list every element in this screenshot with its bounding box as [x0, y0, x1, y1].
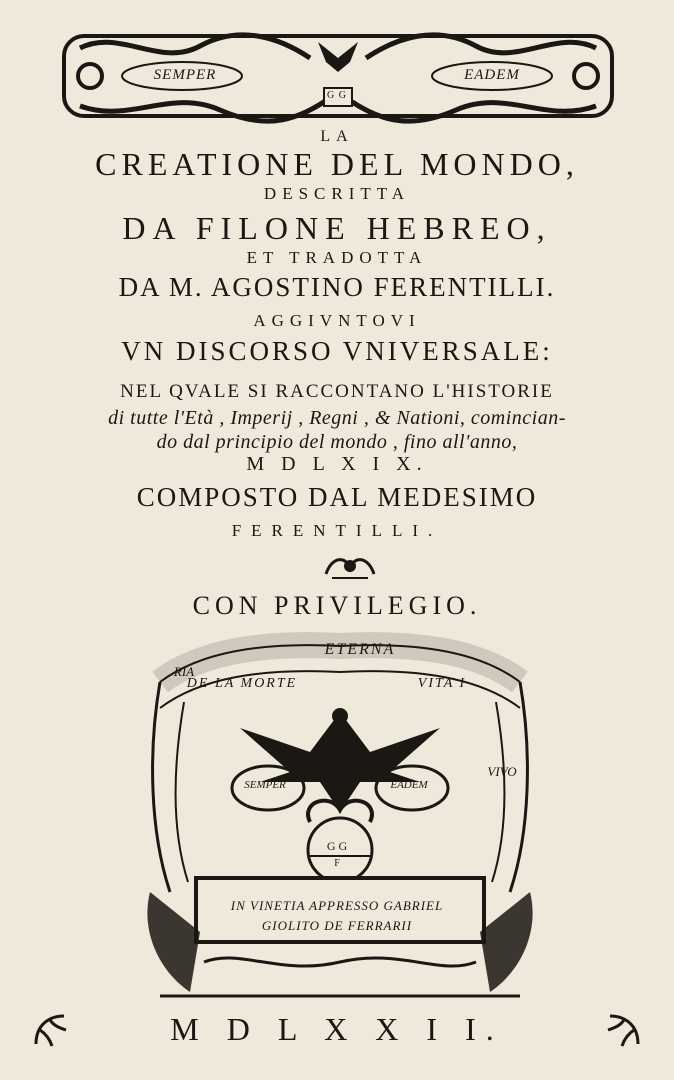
- publication-date: M D L X X I I.: [170, 1011, 504, 1047]
- title-line-tradotta: ET TRADOTTA: [246, 248, 428, 267]
- headpiece-motto-right: EADEM: [464, 67, 520, 83]
- title-line-discorso: VN DISCORSO VNIVERSALE:: [121, 336, 553, 366]
- device-globe-top: G G: [326, 839, 348, 853]
- device-ribbon-right: VIVO: [487, 764, 517, 779]
- title-line-aggiuntovi: AGGIVNTOVI: [253, 311, 421, 330]
- title-line-eta: di tutte l'Età , Imperij , Regni , & Nationi, comincian-: [108, 407, 566, 429]
- title-line-ferentilli-2: FERENTILLI.: [231, 521, 443, 540]
- fleuron-ornament: [322, 552, 378, 582]
- device-imprint-line-1: IN VINETIA APPRESSO GABRIEL: [230, 898, 444, 913]
- device-globe-bottom: F: [334, 858, 340, 869]
- privilege-line: CON PRIVILEGIO.: [192, 591, 482, 620]
- device-left-arc: DE LA MORTE: [186, 676, 298, 691]
- title-line-principio: do dal principio del mondo , fino all'anno,: [156, 431, 518, 453]
- title-line-year-1569: M D L X I X.: [246, 453, 428, 475]
- headpiece-motto-left: SEMPER: [153, 67, 217, 83]
- device-top-banner: ETERNA: [324, 641, 396, 658]
- title-line-creatione: CREATIONE DEL MONDO,: [95, 146, 579, 182]
- title-line-la: LA: [320, 128, 354, 145]
- headpiece-monogram: G G: [327, 90, 347, 101]
- title-line-composto: COMPOSTO DAL MEDESIMO: [136, 482, 538, 512]
- title-line-filone: DA FILONE HEBREO,: [122, 210, 552, 246]
- device-ribbon-left: RIA: [173, 664, 195, 679]
- device-motto-left: SEMPER: [244, 779, 286, 791]
- device-right-arc: VITA I: [417, 676, 467, 691]
- title-line-ferentilli: DA M. AGOSTINO FERENTILLI.: [118, 272, 556, 302]
- device-motto-right: EADEM: [390, 779, 428, 791]
- title-line-descritta: DESCRITTA: [263, 184, 411, 203]
- title-line-historie: NEL QVALE SI RACCONTANO L'HISTORIE: [120, 381, 554, 402]
- device-imprint-line-2: GIOLITO DE FERRARII: [261, 918, 413, 933]
